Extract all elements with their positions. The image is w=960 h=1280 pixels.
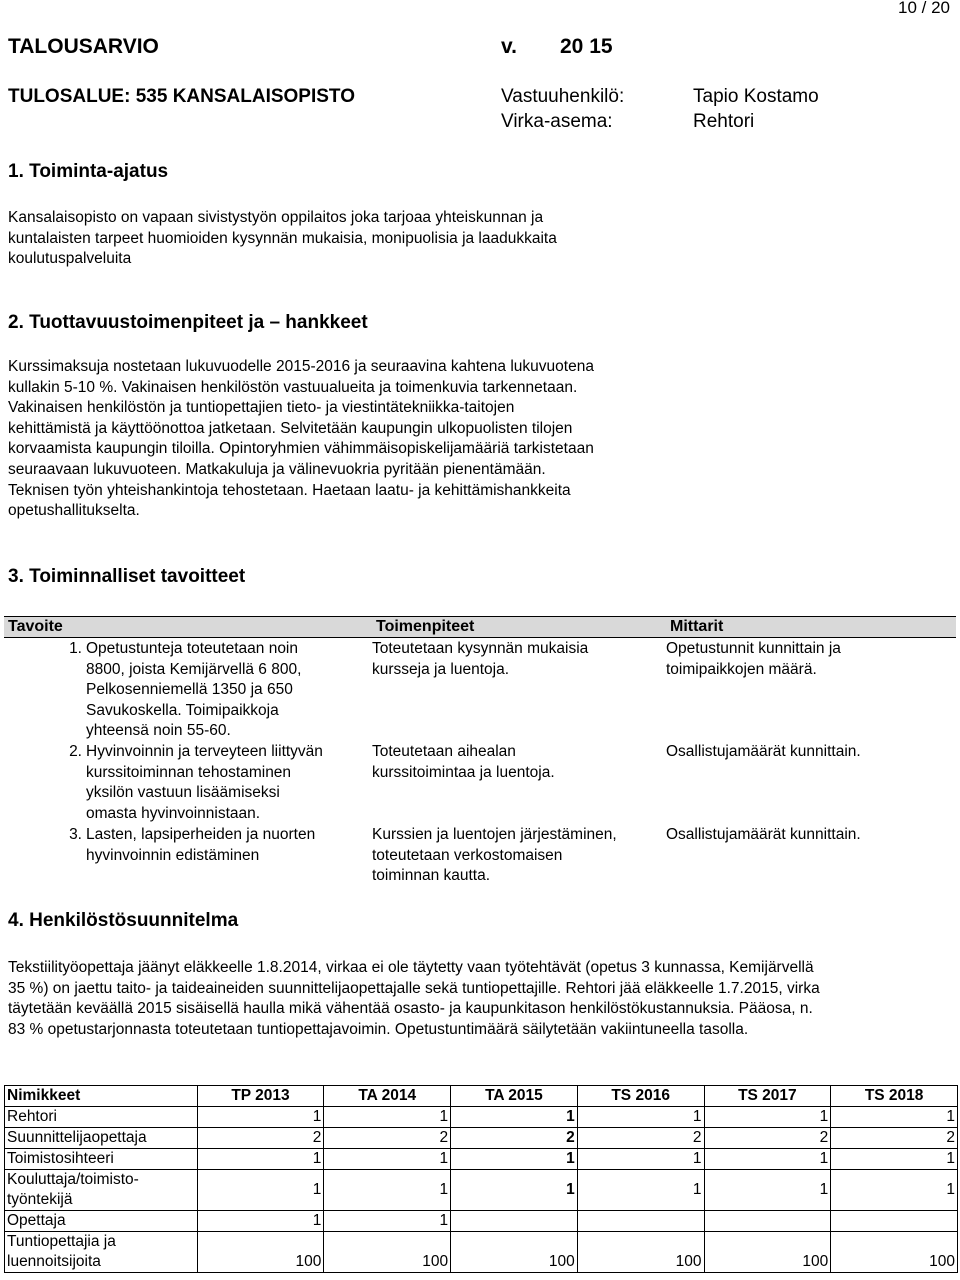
section2-line: kullakin 5-10 %. Vakinaisen henkilöstön vastuualueita ja toimenkuvia tarkennetaan.	[8, 378, 578, 396]
staff-value: 1	[197, 1170, 324, 1211]
staff-value: 2	[577, 1128, 704, 1149]
goal-line: kurssitoiminnan tehostaminen	[86, 763, 292, 781]
document-title: TALOUSARVIO	[8, 35, 159, 58]
staff-value: 1	[197, 1211, 324, 1232]
goal-metric	[666, 742, 956, 825]
section1-line: kuntalaisten tarpeet huomioiden kysynnän mukaisia, monipuolisia ja laadukkaita	[8, 229, 557, 247]
staff-value: 1	[197, 1149, 324, 1170]
staff-value: 2	[451, 1128, 578, 1149]
section4-line: 35 %) on jaettu taito- ja taideaineiden suunnittelijaopettajalle sekä tuntiopettajille. Rehtori jää eläkkeelle 1.7.2015, virka	[8, 979, 820, 997]
staff-col-year: TS 2018	[831, 1086, 958, 1107]
action-line: kurssitoimintaa ja luentoja.	[372, 763, 555, 781]
budget-year: 20 15	[560, 35, 613, 58]
goals-header-row	[4, 617, 956, 638]
goal-metric	[666, 825, 956, 887]
goals-row	[4, 742, 956, 825]
staff-title-line: Kouluttaja/toimisto-	[7, 1171, 139, 1188]
staff-title: Toimistosihteeri	[5, 1149, 198, 1170]
staff-row	[5, 1128, 958, 1149]
staff-value: 100	[197, 1232, 324, 1273]
staff-value: 2	[324, 1128, 451, 1149]
goals-row	[4, 638, 956, 742]
staff-col-year: TS 2016	[577, 1086, 704, 1107]
goal-line: 8800, joista Kemijärvellä 6 800,	[86, 660, 302, 678]
page-number: 10 / 20	[898, 0, 950, 17]
staff-title	[5, 1170, 198, 1211]
metric-line: Osallistujamäärät kunnittain.	[666, 825, 861, 843]
goals-table	[4, 616, 956, 887]
staff-value: 1	[324, 1170, 451, 1211]
action-line: kursseja ja luentoja.	[372, 660, 509, 678]
staff-row	[5, 1149, 958, 1170]
staff-value: 100	[451, 1232, 578, 1273]
staff-value: 1	[577, 1170, 704, 1211]
goal-line: Savukoskella. Toimipaikkoja	[86, 701, 279, 719]
staff-col-year: TA 2015	[451, 1086, 578, 1107]
section2-line: seuraavaan lukuvuoteen. Matkakuluja ja välinevuokria pyritään pienentämään.	[8, 460, 546, 478]
staff-value: 2	[704, 1128, 831, 1149]
staff-value: 100	[577, 1232, 704, 1273]
goal-number: 3.	[69, 825, 82, 843]
staff-value: 1	[324, 1107, 451, 1128]
goal-number: 2.	[69, 742, 82, 760]
goal-line: yksilön vastuun lisäämiseksi	[86, 784, 280, 802]
staff-title	[5, 1232, 198, 1273]
goals-col-toimenpiteet: Toimenpiteet	[372, 617, 666, 638]
staff-value: 1	[451, 1149, 578, 1170]
staff-title-line: Tuntiopettajia ja	[7, 1233, 116, 1250]
staff-title-line: luennoitsijoita	[7, 1253, 101, 1270]
metric-line: Opetustunnit kunnittain ja	[666, 640, 841, 657]
goal-action	[372, 638, 666, 742]
responsible-value: Tapio Kostamo	[693, 86, 819, 107]
goal-text	[86, 742, 372, 825]
goal-line: hyvinvoinnin edistäminen	[86, 846, 260, 864]
staff-title: Rehtori	[5, 1107, 198, 1128]
goal-action	[372, 742, 666, 825]
staff-value: 2	[197, 1128, 324, 1149]
section4-line: Tekstiilityöopettaja jäänyt eläkkeelle 1.8.2014, virkaa ei ole täytetty vaan työtehtävät (opetus 3 kunnassa, Kemijärvellä	[8, 959, 814, 976]
staff-row	[5, 1107, 958, 1128]
staff-value: 1	[831, 1149, 958, 1170]
staff-value	[451, 1211, 578, 1232]
goal-line: Lasten, lapsiperheiden ja nuorten	[86, 825, 316, 843]
goal-line: Opetustunteja toteutetaan noin	[86, 640, 298, 657]
staff-row	[5, 1170, 958, 1211]
staff-title: Suunnittelijaopettaja	[5, 1128, 198, 1149]
staff-value: 1	[577, 1107, 704, 1128]
section4-line: täytetään keväällä 2015 sisäisellä haulla mikä vähentää osasto- ja kaupunkitason henkilöstökustannuksia. Pääosa, n.	[8, 1000, 813, 1018]
year-prefix: v.	[501, 35, 517, 58]
staff-col-title: Nimikkeet	[5, 1086, 198, 1107]
section2-line: Kurssimaksuja nostetaan lukuvuodelle 2015-2016 ja seuraavina kahtena lukuvuotena	[8, 358, 594, 375]
action-line: Toteutetaan kysynnän mukaisia	[372, 640, 589, 657]
section2-line: korvaamista kaupungin tiloilla. Opintoryhmien vähimmäisopiskelijamääriä tarkistetaan	[8, 440, 594, 458]
section4-body	[8, 958, 820, 1040]
goal-line: Hyvinvoinnin ja terveyteen liittyvän	[86, 742, 323, 760]
staff-title-line: työntekijä	[7, 1191, 73, 1208]
staff-value: 1	[577, 1149, 704, 1170]
metric-line: Osallistujamäärät kunnittain.	[666, 742, 861, 760]
staff-header-row	[5, 1086, 958, 1107]
staff-value: 100	[831, 1232, 958, 1273]
staff-value: 1	[704, 1107, 831, 1128]
goal-metric	[666, 638, 956, 742]
staff-value: 1	[704, 1149, 831, 1170]
action-line: toiminnan kautta.	[372, 867, 491, 885]
staff-col-year: TA 2014	[324, 1086, 451, 1107]
staff-value	[704, 1211, 831, 1232]
goal-text	[86, 638, 372, 742]
staff-value: 1	[324, 1149, 451, 1170]
staff-value: 100	[704, 1232, 831, 1273]
section1-heading: 1. Toiminta-ajatus	[8, 161, 169, 182]
staff-table	[4, 1085, 958, 1273]
staff-value: 1	[197, 1107, 324, 1128]
staff-row	[5, 1232, 958, 1273]
action-line: toteutetaan verkostomaisen	[372, 846, 563, 864]
goals-col-tavoite: Tavoite	[4, 617, 372, 638]
goal-line: omasta hyvinvoinnistaan.	[86, 804, 261, 822]
staff-col-year: TP 2013	[197, 1086, 324, 1107]
goal-line: yhteensä noin 55-60.	[86, 722, 231, 740]
section2-line: Teknisen työn yhteishankintoja tehostetaan. Haetaan laatu- ja kehittämishankkeita	[8, 481, 571, 499]
staff-value: 1	[451, 1107, 578, 1128]
section3-heading: 3. Toiminnalliset tavoitteet	[8, 566, 246, 587]
section2-body	[8, 357, 594, 522]
goal-action	[372, 825, 666, 887]
staff-value: 1	[324, 1211, 451, 1232]
goal-text	[86, 825, 372, 887]
goal-number: 1.	[69, 640, 82, 657]
position-label: Virka-asema:	[501, 111, 613, 132]
staff-value	[577, 1211, 704, 1232]
section4-line: 83 % opetustarjonnasta toteutetaan tuntiopettajavoimin. Opetustuntimäärä säilytetään vakiintuneella tasolla.	[8, 1020, 749, 1038]
position-value: Rehtori	[693, 111, 755, 132]
staff-title: Opettaja	[5, 1211, 198, 1232]
responsible-label: Vastuuhenkilö:	[501, 86, 625, 107]
action-line: Kurssien ja luentojen järjestäminen,	[372, 825, 617, 843]
staff-row	[5, 1211, 958, 1232]
action-line: Toteutetaan aihealan	[372, 742, 516, 760]
section2-line: kehittämistä ja käyttöönottoa jatketaan. Selvitetään kaupungin ulkopuolisten tilojen	[8, 419, 573, 437]
goal-line: Pelkosenniemellä 1350 ja 650	[86, 681, 293, 699]
staff-value: 1	[831, 1170, 958, 1211]
section1-line: koulutuspalveluita	[8, 250, 132, 268]
goals-row	[4, 825, 956, 887]
section2-heading: 2. Tuottavuustoimenpiteet ja – hankkeet	[8, 312, 368, 333]
result-area: TULOSALUE: 535 KANSALAISOPISTO	[8, 86, 355, 107]
staff-value	[831, 1211, 958, 1232]
staff-value: 1	[451, 1170, 578, 1211]
section1-body	[8, 208, 557, 270]
staff-value: 100	[324, 1232, 451, 1273]
section1-line: Kansalaisopisto on vapaan sivistystyön oppilaitos joka tarjoaa yhteiskunnan ja	[8, 209, 544, 226]
staff-value: 1	[704, 1170, 831, 1211]
section4-heading: 4. Henkilöstösuunnitelma	[8, 910, 239, 931]
staff-col-year: TS 2017	[704, 1086, 831, 1107]
staff-value: 1	[831, 1107, 958, 1128]
staff-value: 2	[831, 1128, 958, 1149]
goals-col-mittarit: Mittarit	[666, 617, 956, 638]
metric-line: toimipaikkojen määrä.	[666, 660, 817, 678]
section2-line: opetushallitukselta.	[8, 502, 140, 520]
section2-line: Vakinaisen henkilöstön ja tuntiopettajien tieto- ja viestintätekniikka-taitojen	[8, 399, 515, 417]
